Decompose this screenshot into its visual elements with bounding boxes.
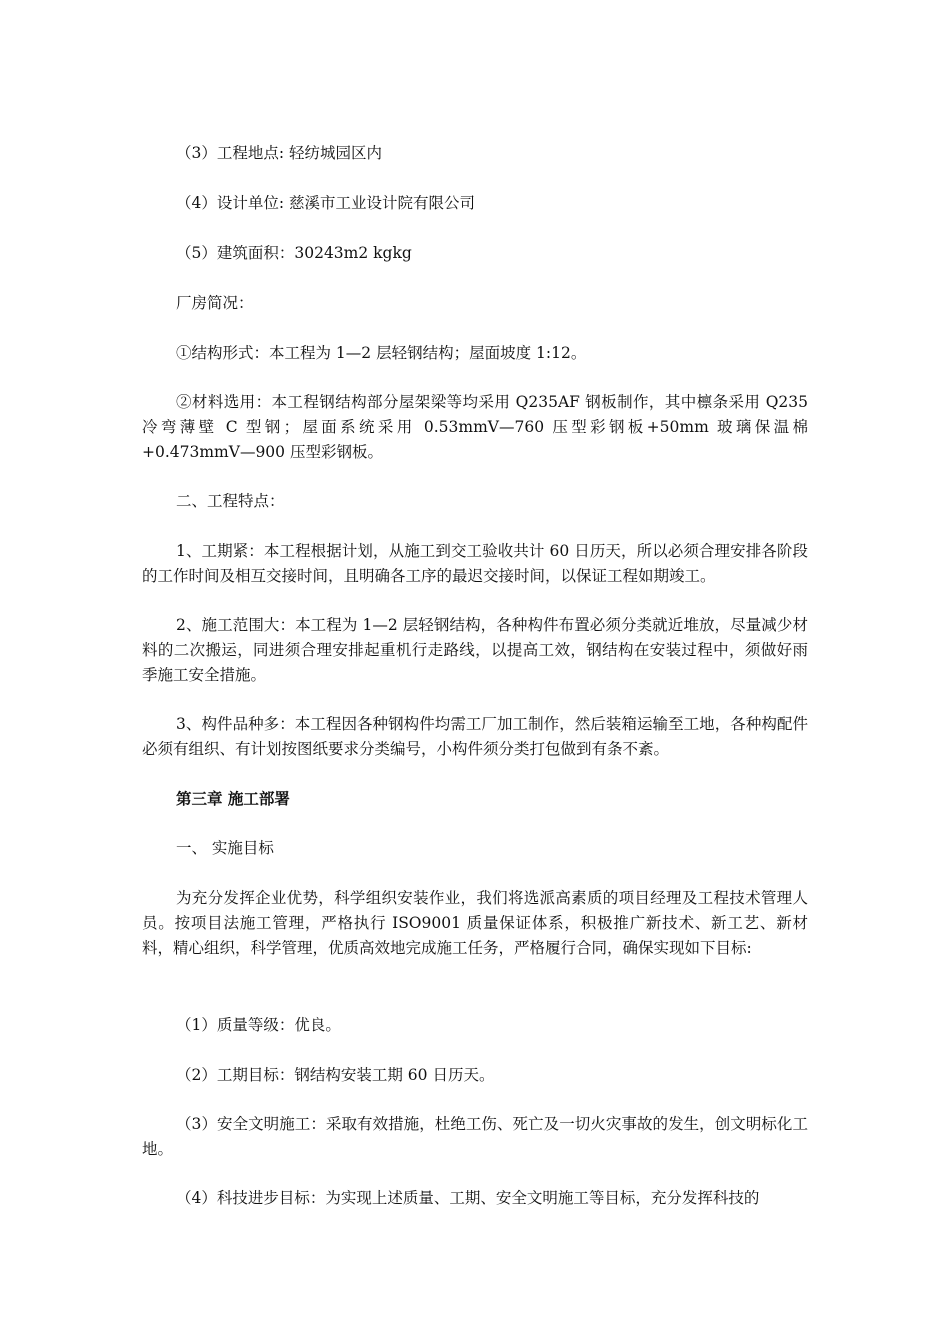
large-scope-paragraph: 2、施工范围大：本工程为 1—2 层轻钢结构，各种构件布置必须分类就近堆放，尽量减少材料的二次搬运，同进须合理安排起重机行走路线，以提高工效，钢结构在安装过程中，须做好雨季施工安全措施。 bbox=[142, 616, 808, 684]
project-location-item: （3）工程地点: 轻纺城园区内 bbox=[176, 144, 383, 162]
implementation-goals-heading: 一、 实施目标 bbox=[176, 839, 274, 857]
plant-overview-heading: 厂房简况： bbox=[176, 294, 254, 312]
safety-goal-item: （3）安全文明施工：采取有效措施，杜绝工伤、死亡及一切火灾事故的发生，创文明标化工地。 bbox=[142, 1115, 808, 1158]
project-features-heading: 二、工程特点： bbox=[176, 492, 285, 510]
schedule-goal-item: （2）工期目标：钢结构安装工期 60 日历天。 bbox=[176, 1066, 495, 1084]
quality-goal-item: （1）质量等级：优良。 bbox=[176, 1016, 341, 1034]
building-area-item: （5）建筑面积：30243m2 kgkg bbox=[176, 244, 412, 262]
design-unit-item: （4）设计单位: 慈溪市工业设计院有限公司 bbox=[176, 194, 476, 212]
chapter-three-heading: 第三章 施工部署 bbox=[176, 789, 290, 808]
technology-goal-item: （4）科技进步目标：为实现上述质量、工期、安全文明施工等目标，充分发挥科技的 bbox=[176, 1189, 760, 1207]
tight-schedule-paragraph: 1、工期紧：本工程根据计划，从施工到交工验收共计 60 日历天，所以必须合理安排各阶段的工作时间及相互交接时间，且明确各工序的最迟交接时间，以保证工程如期竣工。 bbox=[142, 542, 808, 585]
material-selection-paragraph: ②材料选用：本工程钢结构部分屋架梁等均采用 Q235AF 钢板制作，其中檩条采用 Q235 冷弯薄壁 C 型钢；屋面系统采用 0.53mmV—760 压型彩钢板+50mm 玻璃保温棉+0.473mmV—900 压型彩钢板。 bbox=[142, 393, 808, 461]
structure-form-paragraph: ①结构形式：本工程为 1—2 层轻钢结构；屋面坡度 1:12。 bbox=[176, 344, 587, 362]
component-variety-paragraph: 3、构件品种多：本工程因各种钢构件均需工厂加工制作，然后装箱运输至工地，各种构配件必须有组织、有计划按图纸要求分类编号，小构件须分类打包做到有条不紊。 bbox=[142, 715, 808, 758]
goals-intro-paragraph: 为充分发挥企业优势，科学组织安装作业，我们将选派高素质的项目经理及工程技术管理人员。按项目法施工管理，严格执行 ISO9001 质量保证体系，积极推广新技术、新工艺、新材料，精心组织，科学管理，优质高效地完成施工任务，严格履行合同，确保实现如下目标: bbox=[142, 889, 808, 957]
